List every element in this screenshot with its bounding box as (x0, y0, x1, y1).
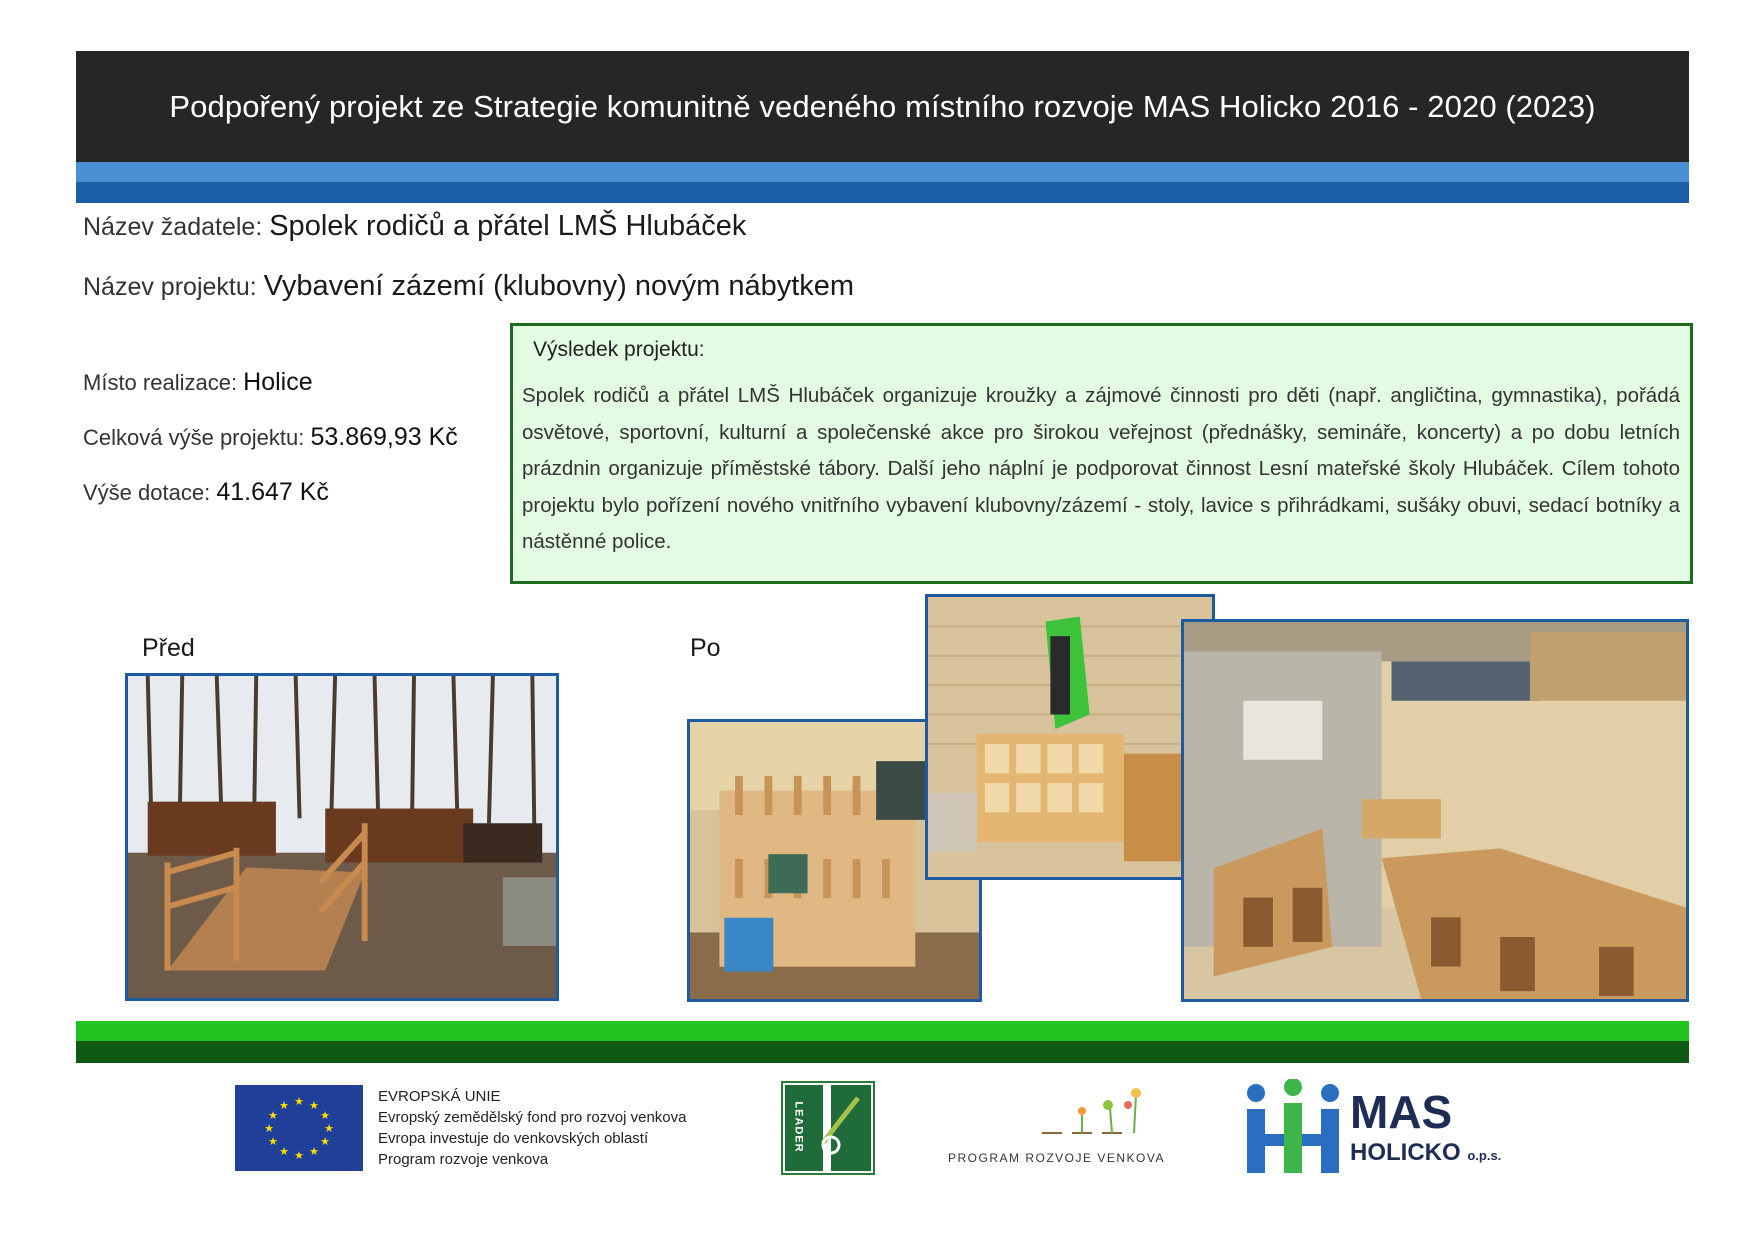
eu-line1: EVROPSKÁ UNIE (378, 1088, 501, 1105)
svg-text:★: ★ (309, 1146, 319, 1158)
mas-name: MAS (1350, 1086, 1453, 1138)
svg-text:★: ★ (264, 1123, 274, 1135)
total-cost-line (83, 423, 458, 452)
photo-after-bench (925, 594, 1215, 880)
eu-text (378, 1086, 686, 1170)
project-value: Vybavení zázemí (klubovny) novým nábytkem (263, 270, 855, 302)
total-cost-value: 53.869,93 Kč (310, 423, 458, 451)
svg-text:★: ★ (294, 1150, 304, 1162)
photo-before (125, 673, 559, 1001)
result-box (510, 323, 1693, 584)
footer-stripe-light (76, 1021, 1689, 1041)
leader-text: LEADER (792, 1101, 805, 1153)
eu-line2: Evropský zemědělský fond pro rozvoj venkova (378, 1109, 687, 1126)
svg-text:★: ★ (268, 1110, 278, 1122)
header-bar (76, 51, 1689, 162)
leader-logo (781, 1081, 875, 1175)
mas-ops: o.p.s. (1467, 1148, 1502, 1163)
location-label: Místo realizace: (83, 370, 244, 395)
subsidy-label: Výše dotace: (83, 480, 217, 505)
eu-flag-icon (235, 1085, 363, 1171)
svg-text:★: ★ (309, 1100, 319, 1112)
location-line (83, 368, 313, 397)
header-stripe-light (76, 162, 1689, 182)
photo-after-room (1181, 619, 1689, 1002)
page-title: Podpořený projekt ze Strategie komunitně vedeného místního rozvoje MAS Holicko 2016 - 2020 (2023) (169, 88, 1596, 124)
svg-text:★: ★ (294, 1096, 304, 1108)
svg-text:★: ★ (320, 1110, 330, 1122)
result-title: Výsledek projektu: (533, 338, 705, 361)
prv-logo (922, 1083, 1184, 1175)
total-cost-label: Celková výše projektu: (83, 425, 311, 450)
header-stripe-dark (76, 182, 1689, 203)
subsidy-line (83, 478, 329, 507)
result-text: Spolek rodičů a přátel LMŠ Hlubáček organizuje kroužky a zájmové činnosti pro děti (např. angličtina, gymnastika), pořádá osvětové, sportovní, kulturní a společenské akce pro širokou veřejnost (přednášky, semináře, koncerty) a po dobu letních prázdnin organizuje příměstské tábory. Další jeho náplní je podporovat činnost Lesní mateřské školy Hlubáček. Cílem tohoto projektu bylo pořízení nového vnitřního vybavení klubovny/zázemí - stoly, lavice s přihrádkami, sušáky obuvi, sedací botníky a nástěnné police. (522, 384, 1680, 553)
before-label: Před (142, 634, 195, 662)
applicant-line (83, 210, 746, 243)
footer-stripe-dark (76, 1041, 1689, 1063)
project-label: Název projektu: (83, 273, 264, 301)
mas-sub-name: HOLICKO (1350, 1139, 1461, 1166)
subsidy-value: 41.647 Kč (216, 478, 329, 506)
location-value: Holice (243, 368, 313, 396)
after-label: Po (690, 634, 721, 662)
svg-text:★: ★ (320, 1136, 330, 1148)
project-line (83, 270, 854, 303)
prv-text: PROGRAM ROZVOJE VENKOVA (948, 1151, 1165, 1165)
svg-text:★: ★ (268, 1136, 278, 1148)
svg-text:★: ★ (324, 1123, 334, 1135)
svg-text:★: ★ (279, 1100, 289, 1112)
mas-holicko-logo (1238, 1079, 1518, 1179)
mas-sub (1350, 1139, 1501, 1167)
applicant-label: Název žadatele: (83, 213, 270, 241)
eu-line4: Program rozvoje venkova (378, 1151, 549, 1168)
applicant-value: Spolek rodičů a přátel LMŠ Hlubáček (269, 210, 747, 242)
svg-text:★: ★ (279, 1146, 289, 1158)
eu-line3: Evropa investuje do venkovských oblastí (378, 1130, 649, 1147)
